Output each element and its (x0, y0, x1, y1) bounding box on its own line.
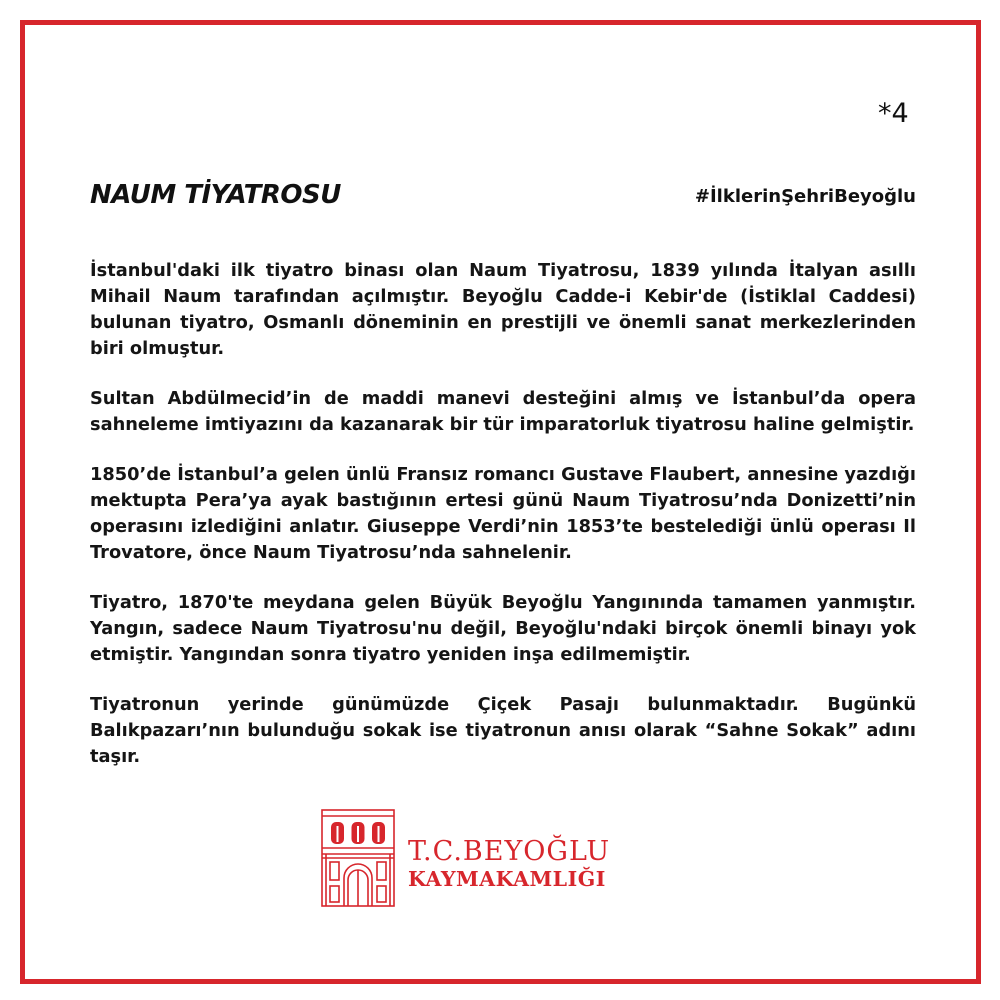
logo-text-line2: KAYMAKAMLIĞI (408, 867, 606, 891)
logo-text-line1: T.C.BEYOĞLU (408, 836, 611, 867)
paragraph-3: 1850’de İstanbul’a gelen ünlü Fransız romancı Gustave Flaubert, annesine yazdığı mektupta Pera’ya ayak bastığının ertesi günü Naum Tiyatrosu’nda Donizetti’nin operasını izlediğini anlatır. Giuseppe Verdi’nin 1853’te bestelediği ünlü operası Il Trovatore, önce Naum Tiyatrosu’nda sahnelenir. (90, 464, 916, 563)
hashtag: #İlklerinŞehriBeyoğlu (694, 186, 916, 207)
paragraph-1: İstanbul'daki ilk tiyatro binası olan Naum Tiyatrosu, 1839 yılında İtalyan asıllı Mihail Naum tarafından açılmıştır. Beyoğlu Cadde-i Kebir'de (İstiklal Caddesi) bulunan tiyatro, Osmanlı döneminin en prestijli ve önemli sanat merkezlerinden biri olmuştur. (90, 260, 916, 359)
building-icon (320, 808, 396, 908)
paragraph-4: Tiyatro, 1870'te meydana gelen Büyük Beyoğlu Yangınında tamamen yanmıştır. Yangın, sadece Naum Tiyatrosu'nu değil, Beyoğlu'ndaki birçok önemli binayı yok etmiştir. Yangından sonra tiyatro yeniden inşa edilmemiştir. (90, 592, 916, 665)
paragraph-5: Tiyatronun yerinde günümüzde Çiçek Pasajı bulunmaktadır. Bugünkü Balıkpazarı’nın bulunduğu sokak ise tiyatronun anısı olarak “Sahne Sokak” adını taşır. (90, 694, 916, 767)
paragraph-2: Sultan Abdülmecid’in de maddi manevi desteğini almış ve İstanbul’da opera sahneleme imtiyazını da kazanarak bir tür imparatorluk tiyatrosu haline gelmiştir. (90, 388, 916, 435)
kaymakamlik-logo (320, 808, 640, 908)
article-body (90, 258, 916, 794)
page-number: *4 (878, 98, 909, 129)
page-title: NAUM TİYATROSU (90, 180, 341, 210)
